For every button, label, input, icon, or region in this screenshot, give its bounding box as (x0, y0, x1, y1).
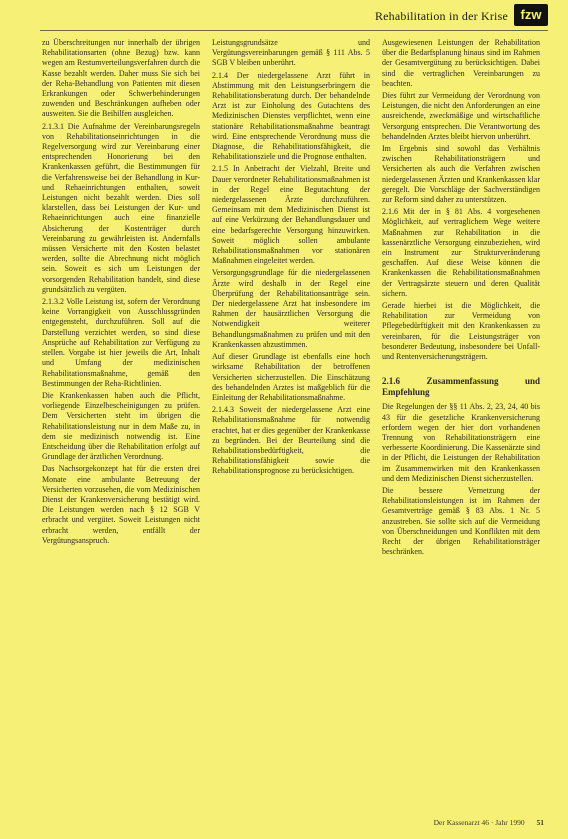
page-footer (434, 818, 544, 827)
text-column-3 (382, 38, 540, 808)
journal-logo: fzw (514, 4, 548, 26)
paragraph: Leistungsgrundsätze und Vergütungsvereinbarungen gemäß § 111 Abs. 5 SGB V bleiben unberührt. (212, 38, 370, 68)
paragraph: Die Krankenkassen haben auch die Pflicht, vorliegende Einzelbescheinigungen zu prüfen. Dem Versicherten steht im übrigen die Rehabilitationsleistung nur in dem Maße zu, in dem sie medizinisch notwendig ist. Eine Entscheidung über die Rehabilitation erfolgt auf Grundlage der ärztlichen Verordnung. (42, 390, 200, 462)
paragraph: 2.1.4.3 Soweit der niedergelassene Arzt eine Rehabilitationsmaßnahme für notwendig erachtet, hat er dies gegenüber der Krankenkasse zu begründen. Bei der Beurteilung sind die Rehabilitationsbedürftigkeit, die Rehabilitationsfähigkeit sowie die Rehabilitationsprognose zu berücksichtigen. (212, 405, 370, 476)
paragraph: Versorgungsgrundlage für die niedergelassenen Ärzte wird deshalb in der Regel eine Überprüfung der Rehabilitationsanträge sein. Der niedergelassene Arzt hat insbesondere im Rahmen der hausärztlichen Versorgung die Notwendigkeit weiterer Behandlungsmaßnahmen zu prüfen und mit den Krankenkassen abzustimmen. (212, 268, 370, 349)
paragraph: 2.1.3.2 Volle Leistung ist, sofern der Verordnung keine Vorrangigkeit von Ausschlussgründen entgegensteht, durchzuführen. Soll auf die Darstellung verzichtet werden, so sind diese Ansprüche auf Rehabilitation zur Verfügung zu stellen. Vorgabe ist hier jeweils die Art, Inhalt und Umfang der medizinischen Rehabilitationsmaßnahme, gemäß den Bestimmungen der Reha-Richtlinien. (42, 297, 200, 388)
paragraph: 2.1.6 Mit der in § 81 Abs. 4 vorgesehenen Möglichkeit, auf vertraglichem Wege weitere Maßnahmen zur Rehabilitation in die kassenärztliche Versorgung einzubeziehen, wird ein Instrument zur Strukturveränderung geschaffen. Auf diese Weise können die Krankenkassen die Rehabilitationsmaßnahmen der Vertragsärzte steuern und deren Qualität sichern. (382, 207, 540, 298)
paragraph: Dies führt zur Vermeidung der Verordnung von Leistungen, die nicht den Anforderungen an eine ausreichende, zweckmäßige und wirtschaftliche Versorgung entsprechen. Die Verantwortung des behandelnden Arztes bleibt hiervon unberührt. (382, 91, 540, 141)
paragraph: zu Überschreitungen nur innerhalb der übrigen Rehabilitationsarten (ohne Bezug) bzw. kann wegen am Restumverteilungsverfahren durch die Kasse bezahlt werden. Daher muss Sie sich bei der Reha-Behandlung von Patienten mit diesen Erkrankungen oder Schwerbehinderungen zuwenden und Beschränkungen aufheben oder ausweiten. Sie die Beihilfen ausgleichen. (42, 38, 200, 119)
running-title: Rehabilitation in der Krise (374, 9, 508, 23)
paragraph: Gerade hierbei ist die Möglichkeit, die Rehabilitation zur Vermeidung von Pflegebedürftigkeit mit den Krankenkassen zu vereinbaren, für die Leistungsträger von besonderer Bedeutung, insbesondere bei Unfall- und Rentenversicherungsträgern. (382, 301, 540, 362)
header-divider (40, 30, 548, 31)
paragraph: 2.1.4 Der niedergelassene Arzt führt in Abstimmung mit den Leistungserbringern die Rehabilitationsberatung durch. Der behandelnde Arzt ist zur Einholung des Gutachtens des Medizinischen Dienstes verpflichtet, wenn eine stationäre Rehabilitationsmaßnahme beantragt wird. Eine entsprechende Verordnung muss die Diagnose, die Rehabilitationsfähigkeit, die Rehabilitationsziele und die Prognose enthalten. (212, 70, 370, 162)
journal-citation: Der Kassenarzt 46 · Jahr 1990 (433, 818, 525, 827)
paragraph: 2.1.3.1 Die Aufnahme der Vereinbarungsregeln von Rehabilitationseinrichtungen in die Regelversorgung wird zur Vereinbarung einer entsprechenden Honorierung bei den Krankenkassen geführt, die Bestimmungen für die Verfahrensweise bei der Behandlung in Kur- und Rehaeinrichtungen enthalten, soweit Leistungen nicht bezahlt werden. Dies soll klarstellen, dass bei Leistungen der Kur- und Rehaeinrichtungen auch eine finanzielle Absicherung der Kostenträger durch Vereinbarung zu gewährleisten ist. Andernfalls müssen Versicherte mit den Kosten belastet werden, sollte die Abrechnung nicht möglich sein. Soweit es sich um Leistungen der vorsorgenden Rehabilitation handelt, sind diese grundsätzlich zu vergüten. (42, 121, 200, 294)
paragraph: Das Nachsorgekonzept hat für die ersten drei Monate eine ambulante Betreuung der Versicherten vorzusehen, die vom Medizinischen Dienst der Krankenversicherung bestätigt wird. Die Leistungen werden nach § 12 SGB V erbracht und vergütet. Soweit Leistungen nicht erbracht werden, entfällt der Vergütungsanspruch. (42, 464, 200, 545)
section-heading: 2.1.6 Zusammenfassung und Empfehlung (382, 376, 540, 398)
text-column-2 (212, 38, 370, 808)
page-number: 51 (536, 818, 544, 827)
text-column-1 (42, 38, 200, 808)
page-header (0, 0, 568, 30)
paragraph: Auf dieser Grundlage ist ebenfalls eine hoch wirksame Rehabilitation der betroffenen Versicherten sicherzustellen. Die Einschätzung des behandelnden Arztes ist maßgeblich für die Einleitung der Rehabilitationsmaßnahme. (212, 352, 370, 402)
paragraph: Ausgewiesenen Leistungen der Rehabilitation über die Bedarfsplanung hinaus sind im Rahmen der Gesamtvergütung zu berücksichtigen. Dabei sind die vertraglichen Vereinbarungen zu beachten. (382, 38, 540, 88)
paragraph: Im Ergebnis sind sowohl das Verhältnis zwischen Rehabilitationsträgern und Versicherten als auch die Verfahren zwischen niedergelassenen Ärzten und Krankenkassen klar geregelt. Die Vorschläge der Sachverständigen zur Reform sind daher zu unterstützen. (382, 144, 540, 205)
paragraph: 2.1.5 In Anbetracht der Vielzahl, Breite und Dauer verordneter Rehabilitationsmaßnahmen ist in der Regel eine Begutachtung der niedergelassenen Ärzte durchzuführen. Gemeinsam mit dem Medizinischen Dienst ist auf eine Verkürzung der Behandlungsdauer und eine bedarfsgerechte Versorgung hinzuwirken. Soweit möglich sollen ambulante Rehabilitationsmaßnahmen vor stationären Maßnahmen eingeleitet werden. (212, 164, 370, 266)
paragraph: Die Regelungen der §§ 11 Abs. 2, 23, 24, 40 bis 43 für die gesetzliche Krankenversicherung erfordern wegen der hier dort vorhandenen Trennung von Rehabilitationsträgern eine verbesserte Koordinierung. Die Kassenärzte sind in der Pflicht, die Leistungen der Rehabilitation im Zusammenwirken mit den Krankenkassen und dem Medizinischen Dienst sicherzustellen. (382, 402, 540, 483)
paragraph: Die bessere Vernetzung der Rehabilitationsleistungen ist im Rahmen der Gesamtverträge gemäß § 83 Abs. 1 Nr. 5 anzustreben. Sie sollte sich auf die Vermeidung von Überschneidungen und Konflikten mit dem Recht der übrigen Rehabilitationsträger beschränken. (382, 485, 540, 557)
